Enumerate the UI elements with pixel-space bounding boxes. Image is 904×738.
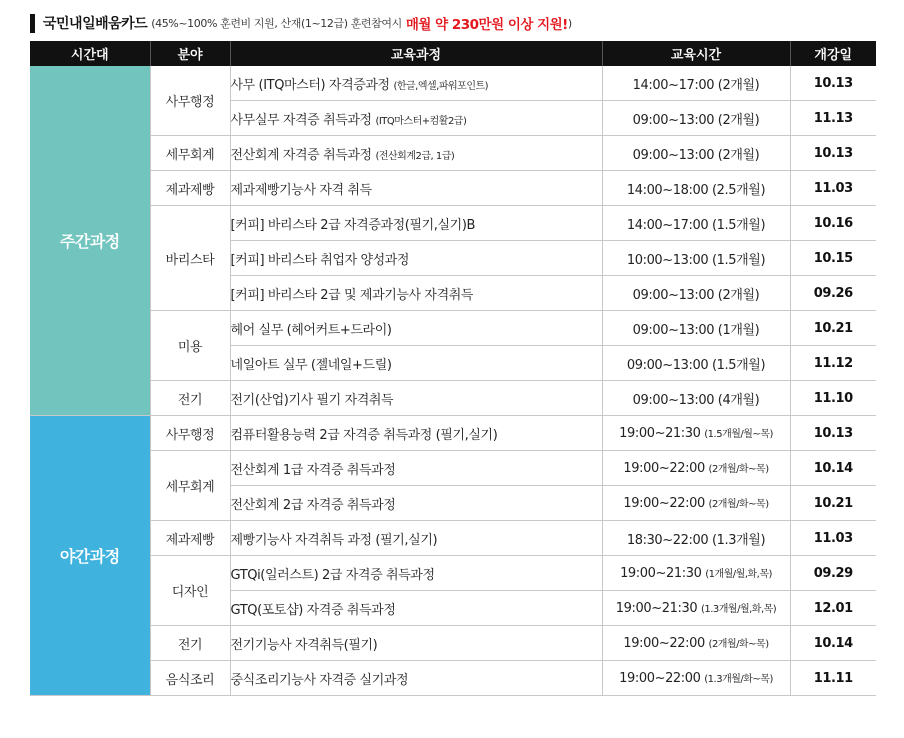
course-cell xyxy=(230,626,602,661)
time-note: (1개월/월,화,목) xyxy=(705,569,772,580)
table-row xyxy=(30,521,876,556)
table-row xyxy=(30,661,876,696)
column-header-period: 시간대 xyxy=(30,41,150,66)
time-text: 19:00~22:00 xyxy=(623,636,709,651)
header-subtitle: (45%~100% 훈련비 지원, 산재(1~12급) 훈련참여시 xyxy=(151,17,402,30)
course-name: GTQi(일러스트) 2급 자격증 취득과정 xyxy=(230,567,435,583)
course-cell xyxy=(230,241,602,276)
course-cell xyxy=(230,591,602,626)
time-text: 19:00~21:30 xyxy=(615,601,701,616)
course-name: 전기(산업)기사 필기 자격취득 xyxy=(230,392,394,408)
time-cell xyxy=(602,311,790,346)
time-text: 19:00~21:30 xyxy=(619,426,705,441)
course-name: [커피] 바리스타 2급 자격증과정(필기,실기)B xyxy=(230,217,476,233)
start-date-cell: 12.01 xyxy=(790,591,876,626)
start-date-cell: 10.13 xyxy=(790,136,876,171)
course-cell xyxy=(230,486,602,521)
column-header-start: 개강일 xyxy=(790,41,876,66)
time-cell xyxy=(602,241,790,276)
course-name: 제빵기능사 자격취득 과정 (필기,실기) xyxy=(230,532,438,548)
time-note: (1.3개월/화~목) xyxy=(704,674,773,685)
course-cell xyxy=(230,136,602,171)
period-night-cell: 야간과정 xyxy=(30,416,150,696)
table-row xyxy=(30,171,876,206)
header-close-paren: ) xyxy=(567,16,572,30)
column-header-time: 교육시간 xyxy=(602,41,790,66)
course-cell xyxy=(230,206,602,241)
field-cell: 제과제빵 xyxy=(150,521,230,556)
start-date-cell: 09.26 xyxy=(790,276,876,311)
course-name: 제과제빵기능사 자격 취득 xyxy=(230,182,372,198)
course-cell xyxy=(230,101,602,136)
field-cell: 디자인 xyxy=(150,556,230,626)
start-date-cell: 11.13 xyxy=(790,101,876,136)
course-cell xyxy=(230,171,602,206)
time-text: 09:00~13:00 (4개월) xyxy=(632,392,760,408)
time-text: 14:00~18:00 (2.5개월) xyxy=(626,182,766,198)
time-cell xyxy=(602,66,790,101)
course-name: 사무실무 자격증 취득과정 xyxy=(230,112,376,128)
start-date-cell: 10.21 xyxy=(790,311,876,346)
course-cell xyxy=(230,346,602,381)
time-cell xyxy=(602,661,790,696)
field-cell: 세무회계 xyxy=(150,451,230,521)
table-row xyxy=(30,206,876,241)
time-text: 19:00~22:00 xyxy=(623,496,709,511)
course-name: GTQ(포토샵) 자격증 취득과정 xyxy=(230,602,396,618)
course-cell xyxy=(230,451,602,486)
table-row xyxy=(30,556,876,591)
table-row xyxy=(30,311,876,346)
course-name: 네일아트 실무 (젤네일+드릴) xyxy=(230,357,392,373)
course-name: 전기기능사 자격취득(필기) xyxy=(230,637,378,653)
course-name: 전산회계 1급 자격증 취득과정 xyxy=(230,462,396,478)
field-cell: 미용 xyxy=(150,311,230,381)
course-name: 전산회계 2급 자격증 취득과정 xyxy=(230,497,396,513)
course-schedule-table xyxy=(30,41,876,696)
time-note: (1.3개월/월,화,목) xyxy=(700,604,777,615)
time-cell xyxy=(602,101,790,136)
time-cell xyxy=(602,381,790,416)
time-note: (2개월/화~목) xyxy=(708,639,769,650)
start-date-cell: 10.14 xyxy=(790,626,876,661)
course-name: 전산회계 자격증 취득과정 xyxy=(230,147,376,163)
time-cell xyxy=(602,451,790,486)
field-cell: 세무회계 xyxy=(150,136,230,171)
table-row xyxy=(30,136,876,171)
field-cell: 사무행정 xyxy=(150,416,230,451)
start-date-cell: 10.13 xyxy=(790,416,876,451)
start-date-cell: 11.03 xyxy=(790,171,876,206)
time-text: 14:00~17:00 (1.5개월) xyxy=(626,217,766,233)
time-text: 14:00~17:00 (2개월) xyxy=(632,77,760,93)
time-text: 10:00~13:00 (1.5개월) xyxy=(626,252,766,268)
time-cell xyxy=(602,416,790,451)
course-name: 컴퓨터활용능력 2급 자격증 취득과정 (필기,실기) xyxy=(230,427,498,443)
time-cell xyxy=(602,171,790,206)
column-header-field: 분야 xyxy=(150,41,230,66)
course-note: (한글,엑셀,파워포인트) xyxy=(393,80,489,92)
time-text: 09:00~13:00 (2개월) xyxy=(632,112,760,128)
course-name: [커피] 바리스타 취업자 양성과정 xyxy=(230,252,410,268)
course-name: 중식조리기능사 자격증 실기과정 xyxy=(230,672,409,688)
course-cell xyxy=(230,276,602,311)
start-date-cell: 10.16 xyxy=(790,206,876,241)
table-header-row xyxy=(30,41,876,66)
start-date-cell: 10.15 xyxy=(790,241,876,276)
time-cell xyxy=(602,346,790,381)
course-name: 사무 (ITQ마스터) 자격증과정 xyxy=(230,77,394,93)
start-date-cell: 11.03 xyxy=(790,521,876,556)
start-date-cell: 10.21 xyxy=(790,486,876,521)
start-date-cell: 10.13 xyxy=(790,66,876,101)
time-text: 09:00~13:00 (1개월) xyxy=(632,322,760,338)
time-text: 09:00~13:00 (2개월) xyxy=(632,147,760,163)
table-row xyxy=(30,381,876,416)
time-cell xyxy=(602,626,790,661)
course-cell xyxy=(230,556,602,591)
table-row xyxy=(30,626,876,661)
time-text: 19:00~22:00 xyxy=(623,461,709,476)
start-date-cell: 09.29 xyxy=(790,556,876,591)
course-cell xyxy=(230,311,602,346)
time-cell xyxy=(602,486,790,521)
start-date-cell: 11.10 xyxy=(790,381,876,416)
page-title: 국민내일배움카드 xyxy=(43,16,148,32)
time-cell xyxy=(602,206,790,241)
start-date-cell: 11.11 xyxy=(790,661,876,696)
field-cell: 전기 xyxy=(150,626,230,661)
column-header-course: 교육과정 xyxy=(230,41,602,66)
course-cell xyxy=(230,661,602,696)
time-note: (2개월/화~목) xyxy=(708,499,769,510)
page-header xyxy=(30,6,572,40)
course-cell xyxy=(230,66,602,101)
field-cell: 바리스타 xyxy=(150,206,230,311)
field-cell: 전기 xyxy=(150,381,230,416)
course-cell xyxy=(230,381,602,416)
header-highlight: 매월 약 230만원 이상 지원! xyxy=(405,17,568,33)
course-cell xyxy=(230,416,602,451)
table-row xyxy=(30,416,876,451)
time-cell xyxy=(602,591,790,626)
time-cell xyxy=(602,136,790,171)
field-cell: 음식조리 xyxy=(150,661,230,696)
table-row xyxy=(30,66,876,101)
course-note: (ITQ마스터+컴활2급) xyxy=(375,115,467,127)
header-bar-marker xyxy=(30,14,35,33)
period-day-cell: 주간과정 xyxy=(30,66,150,416)
time-text: 19:00~21:30 xyxy=(620,566,706,581)
time-cell xyxy=(602,556,790,591)
course-name: 헤어 실무 (헤어커트+드라이) xyxy=(230,322,392,338)
time-text: 18:30~22:00 (1.3개월) xyxy=(626,532,766,548)
time-note: (2개월/화~목) xyxy=(708,464,769,475)
start-date-cell: 10.14 xyxy=(790,451,876,486)
time-text: 19:00~22:00 xyxy=(619,671,705,686)
table-row xyxy=(30,451,876,486)
time-cell xyxy=(602,276,790,311)
course-name: [커피] 바리스타 2급 및 제과기능사 자격취득 xyxy=(230,287,474,303)
time-cell xyxy=(602,521,790,556)
course-note: (전산회계2급, 1급) xyxy=(375,150,455,162)
time-text: 09:00~13:00 (2개월) xyxy=(632,287,760,303)
field-cell: 사무행정 xyxy=(150,66,230,136)
time-text: 09:00~13:00 (1.5개월) xyxy=(626,357,766,373)
time-note: (1.5개월/월~목) xyxy=(704,429,773,440)
start-date-cell: 11.12 xyxy=(790,346,876,381)
field-cell: 제과제빵 xyxy=(150,171,230,206)
course-cell xyxy=(230,521,602,556)
